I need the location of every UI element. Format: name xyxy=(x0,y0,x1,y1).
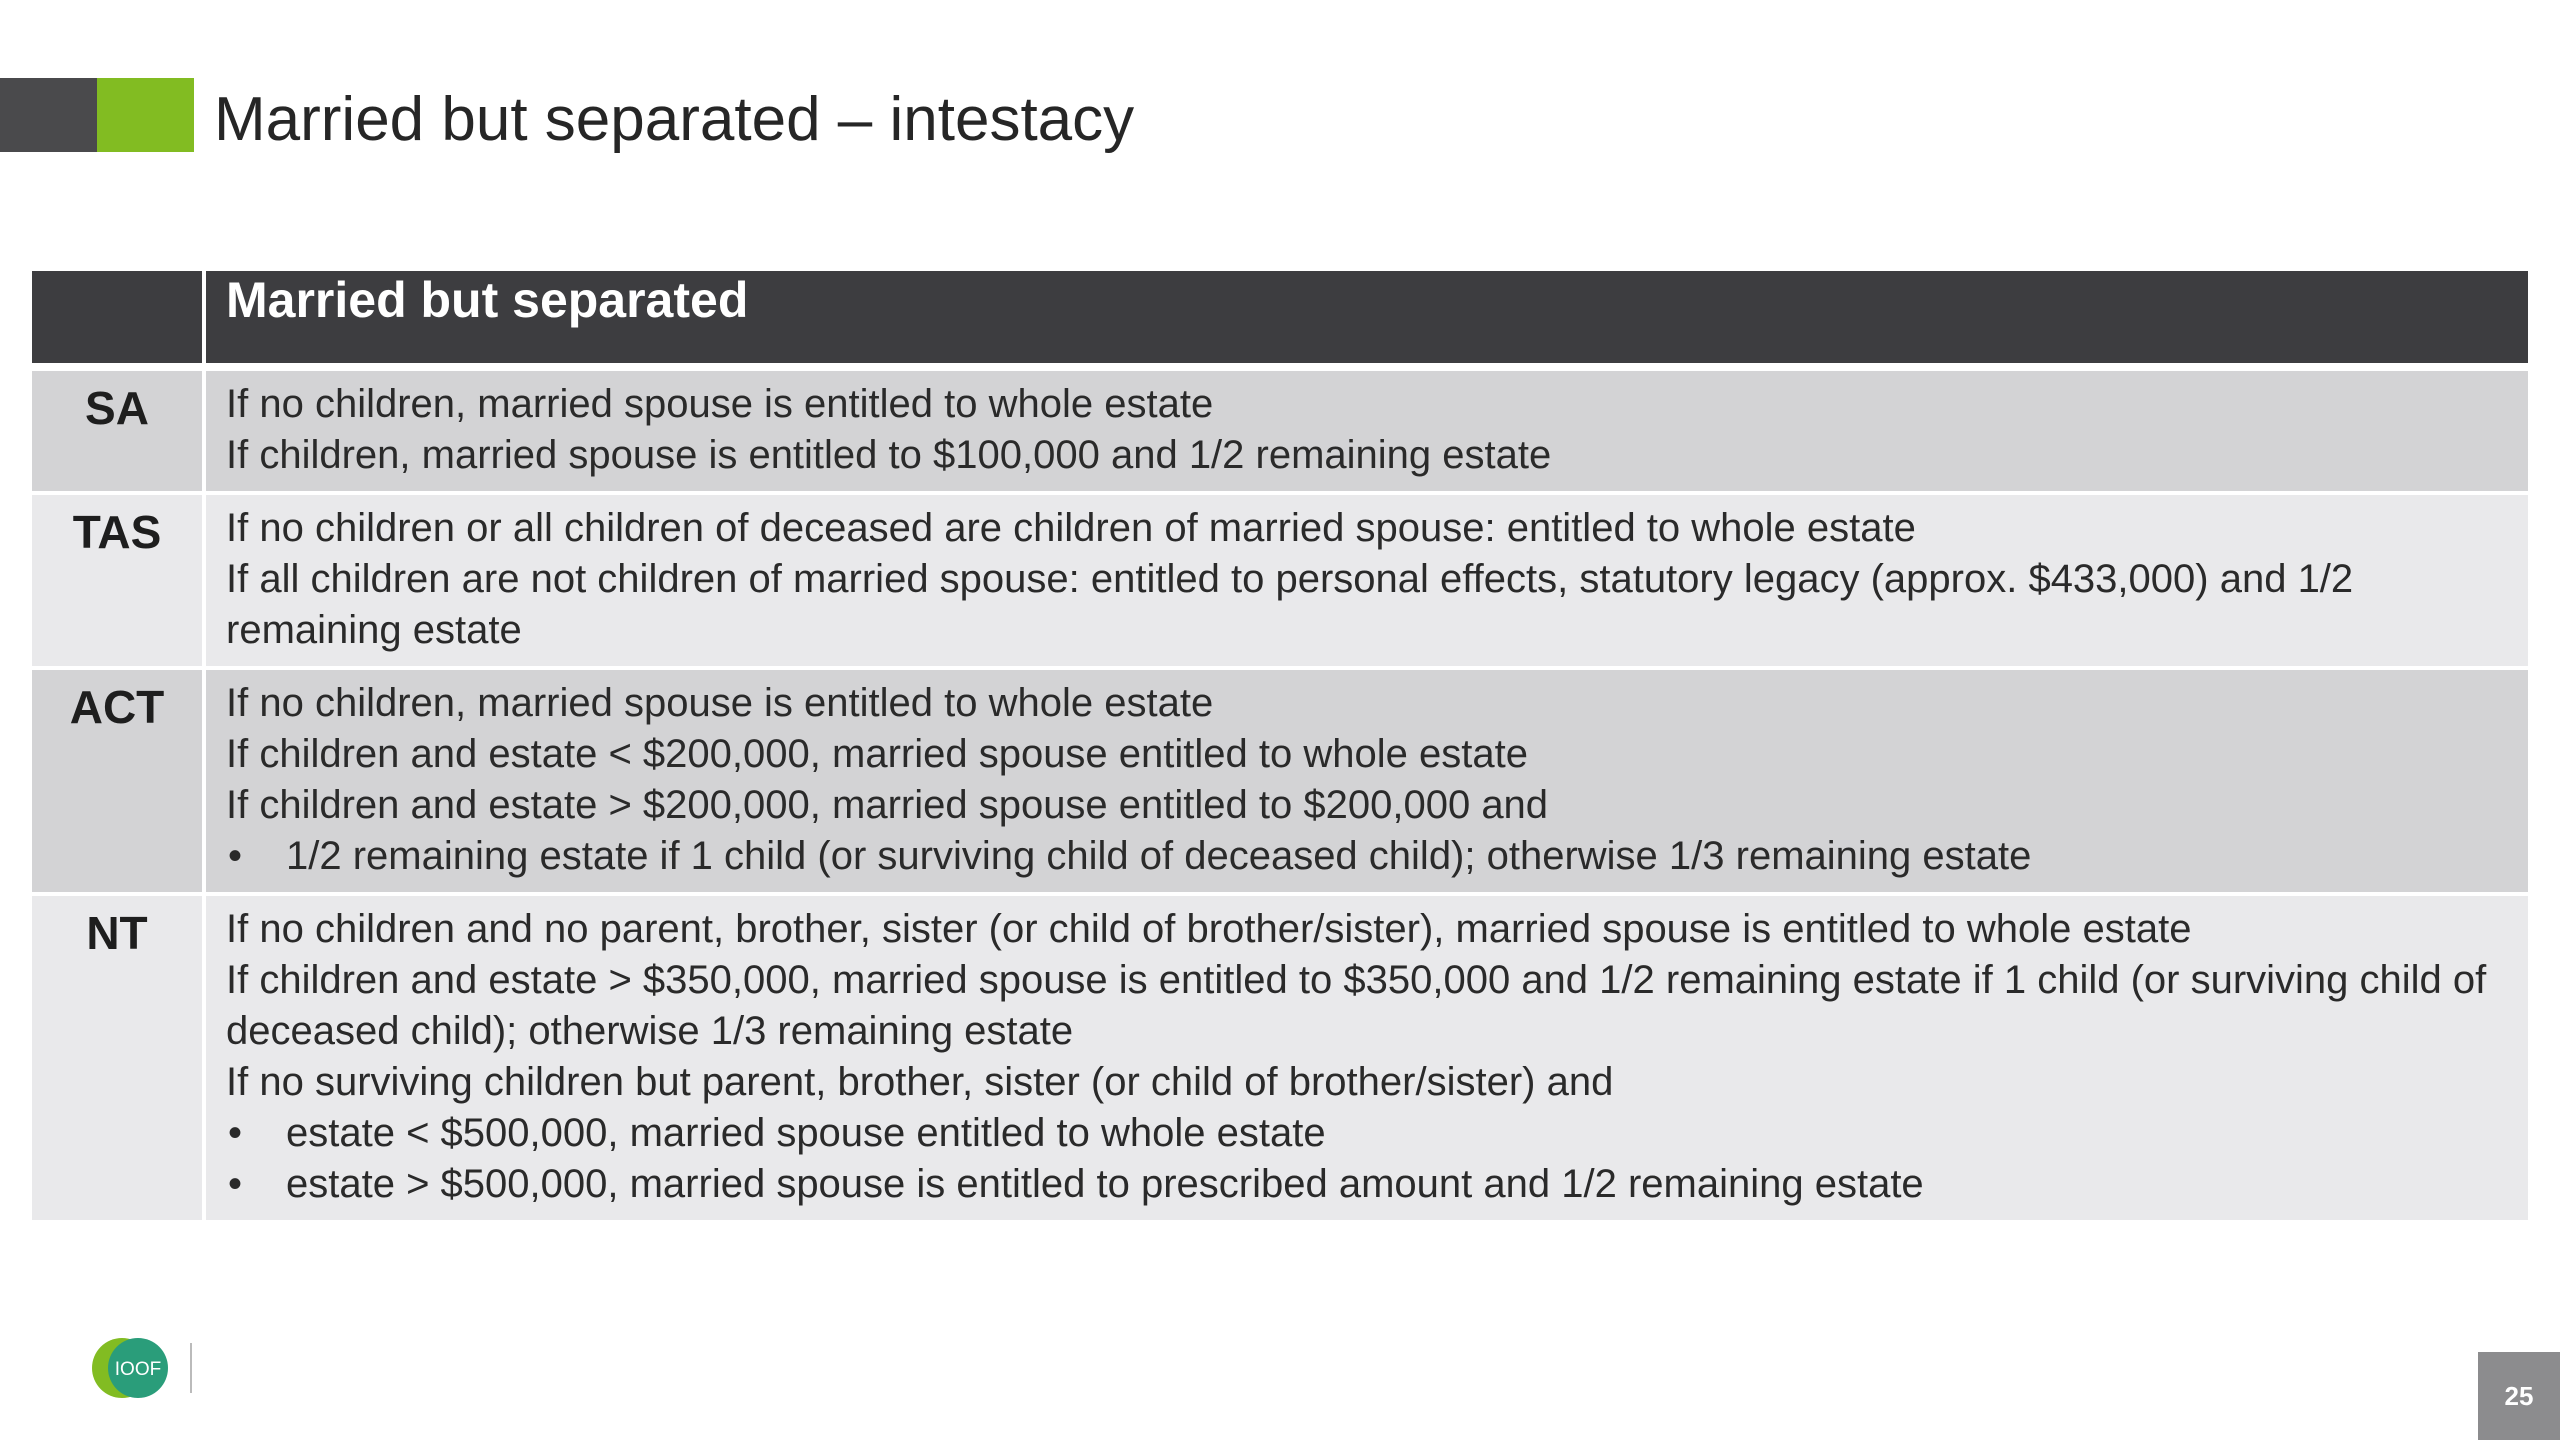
bullet-dot-icon: • xyxy=(228,834,243,878)
rule-line: If all children are not children of married spouse: entitled to personal effects, statutory legacy (approx. $433,000) and 1/2 remaining estate xyxy=(226,557,2354,652)
rule-line: If no children, married spouse is entitled to whole estate xyxy=(226,382,1214,426)
table-header-title: Married but separated xyxy=(204,271,2528,367)
table-row xyxy=(32,668,2528,894)
intestacy-table xyxy=(32,271,2528,1224)
rule-bullet-item xyxy=(226,831,2502,882)
rule-line: If children and estate > $200,000, married spouse entitled to $200,000 and xyxy=(226,783,1549,827)
rule-line: If children and estate > $350,000, married spouse is entitled to $350,000 and 1/2 remaining estate if 1 child (or surviving child of deceased child); otherwise 1/3 remaining estate xyxy=(226,958,2487,1053)
state-cell: NT xyxy=(32,894,204,1222)
rule-bullet-item xyxy=(226,1108,2502,1159)
table-body xyxy=(32,367,2528,1222)
state-cell: ACT xyxy=(32,668,204,894)
rule-line: If children and estate < $200,000, married spouse entitled to whole estate xyxy=(226,732,1528,776)
rule-line: If no children or all children of deceased are children of married spouse: entitled to whole estate xyxy=(226,506,1916,550)
page-number: 25 xyxy=(2478,1352,2560,1440)
table-row xyxy=(32,894,2528,1222)
title-accent-dark-block xyxy=(0,78,97,152)
rule-bullet-item xyxy=(226,1159,2502,1210)
bullet-dot-icon: • xyxy=(228,1111,243,1155)
ioof-logo-icon xyxy=(92,1335,212,1401)
logo-text: IOOF xyxy=(114,1359,162,1380)
bullet-text: 1/2 remaining estate if 1 child (or surviving child of deceased child); otherwise 1/3 remaining estate xyxy=(286,834,2032,878)
bullet-dot-icon: • xyxy=(228,1162,243,1206)
bullet-text: estate > $500,000, married spouse is entitled to prescribed amount and 1/2 remaining estate xyxy=(286,1162,1924,1206)
rule-line: If no children, married spouse is entitled to whole estate xyxy=(226,681,1214,725)
rule-line: If no surviving children but parent, brother, sister (or child of brother/sister) and xyxy=(226,1060,1614,1104)
state-cell: SA xyxy=(32,367,204,493)
table-header-corner xyxy=(32,271,204,367)
rule-description-cell xyxy=(204,894,2528,1222)
table-row xyxy=(32,367,2528,493)
rule-line: If no children and no parent, brother, sister (or child of brother/sister), married spouse is entitled to whole estate xyxy=(226,907,2192,951)
table-row xyxy=(32,493,2528,668)
rule-description-cell xyxy=(204,493,2528,668)
bullet-text: estate < $500,000, married spouse entitled to whole estate xyxy=(286,1111,1326,1155)
slide-title: Married but separated – intestacy xyxy=(214,85,1135,154)
table-header-row xyxy=(32,271,2528,367)
rule-line: If children, married spouse is entitled to $100,000 and 1/2 remaining estate xyxy=(226,433,1552,477)
title-accent-green-block xyxy=(97,78,194,152)
state-cell: TAS xyxy=(32,493,204,668)
ioof-logo xyxy=(92,1335,212,1401)
rule-description-cell xyxy=(204,668,2528,894)
rule-description-cell xyxy=(204,367,2528,493)
